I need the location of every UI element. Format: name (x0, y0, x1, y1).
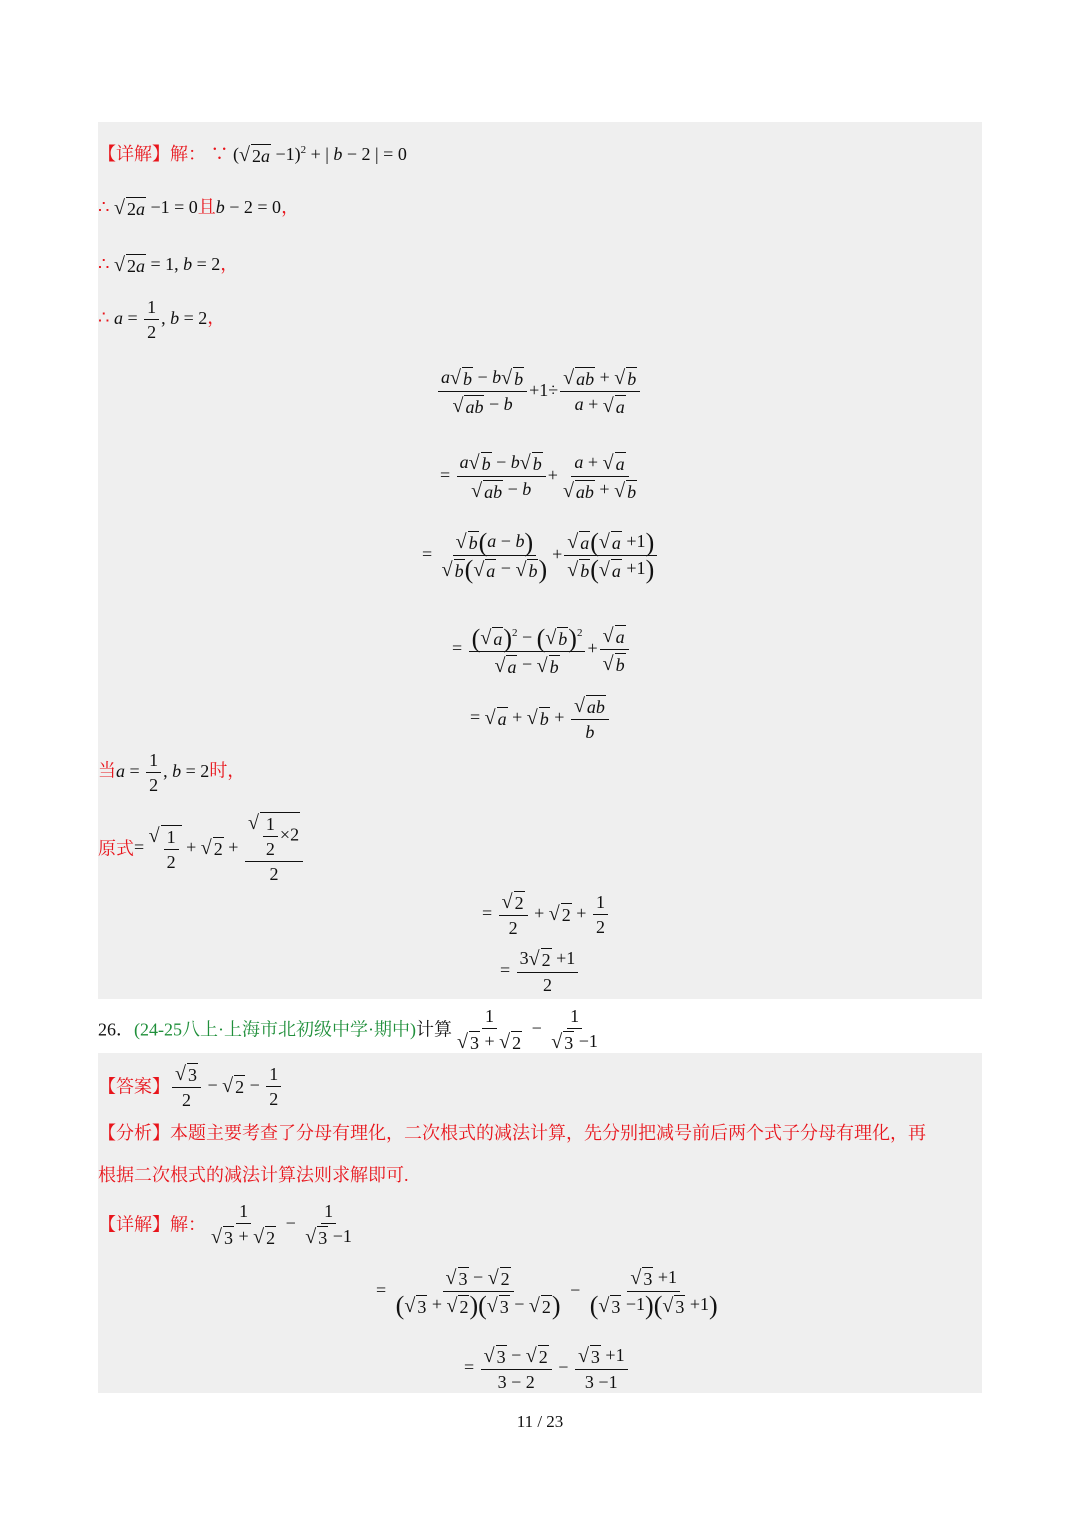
therefore-symbol: ∴ (98, 254, 110, 274)
answer-label: 【答案】 (98, 1076, 170, 1097)
detail-line-4: ∴ a = $\frac{1}{2}$ , b = 2， (98, 297, 226, 342)
therefore-symbol: ∴ (98, 197, 110, 217)
equation-step-2: √ 2a = 1, b = 2 (113, 254, 221, 277)
when-word: 当 (98, 760, 116, 781)
equation-step-3: a = $\frac{1}{2}$ , b = 2 (113, 297, 208, 342)
analysis-label: 【分析】 (98, 1123, 170, 1143)
detail2-line-1: 【详解】解： 1 √ 3 + √ 2 − 1 √ 3 −1 (98, 1201, 352, 1249)
result-line-1: = √ 2 2 + √ 2 + $\frac{1}{2}$ (482, 890, 610, 939)
detail-line-2: ∴ √ 2a −1 = 0且b − 2 = 0， (98, 197, 300, 220)
equation-step-1: √ 2a −1 = 0 (113, 197, 198, 220)
simplify-line-2: = a √ b − b √ b √ ab − b + a + √ a √ ab + √ b (440, 452, 637, 502)
problem-source: (24-25八上·上海市北初级中学·期中) (134, 1019, 416, 1040)
simplify-line-5: = √ a + √ b + √ ab b (470, 694, 611, 743)
analysis-text-2: 根据二次根式的减法计算法则求解即可. (98, 1165, 409, 1185)
problem-expression: 1 √ 3 + √ 2 − 1 √ 3 −1 (456, 1006, 598, 1054)
analysis-line-1 (98, 1121, 926, 1145)
detail2-label: 【详解】 (98, 1214, 170, 1235)
therefore-symbol: ∴ (98, 307, 110, 328)
detail2-line-3: = √ 3 − √ 2 3 − 2 − √ 3 +1 3 −1 (464, 1344, 630, 1393)
original-word: 原式 (98, 838, 134, 859)
answer-line (98, 1062, 283, 1111)
equation-given: ( √ 2a −1)$^2$ + | b − 2 | = 0 (233, 144, 407, 167)
analysis-line-2 (98, 1163, 409, 1187)
simplify-line-1: a √ b − b √ b √ ab − b +1÷ √ ab + √ b a + √ a (436, 366, 642, 418)
solve-word: 解： (170, 144, 206, 164)
simplify-line-3: = √ b (a − b) √ b ( √ a − √ b ) + √ a ( √ a +1) √ b ( √ a +1) (422, 530, 659, 582)
detail-line-1 (98, 138, 407, 167)
when-suffix: 时， (209, 760, 246, 781)
detail2-solve: 解： (170, 1214, 206, 1235)
and-word: 且 (197, 197, 216, 217)
detail-line-3: ∴ √ 2a = 1, b = 2， (98, 254, 239, 277)
simplify-line-4: = ( √ a )$^2$ − ( √ b )$^2$ √ a − √ b + √ a √ b (452, 622, 631, 678)
substitute-line: 当a = $\frac{1}{2}$ , b = 2时， (98, 750, 246, 795)
page-number: 11 / 23 (516, 1412, 564, 1431)
problem-verb: 计算 (415, 1019, 452, 1040)
result-line-2: = 3 √ 2 +1 2 (500, 947, 580, 996)
original-expression-line: 原式= √ $\frac{1}{2}$ + √ 2 + √ $\frac{1}{2}$ ×2 2 (98, 812, 305, 885)
answer-expression: √ 3 2 − √ 2 − $\frac{1}{2}$ (170, 1075, 283, 1095)
because-symbol: ∵ (210, 144, 229, 164)
analysis-text-1: 本题主要考查了分母有理化，二次根式的减法计算，先分别把减号前后两个式子分母有理化，再 (170, 1123, 926, 1143)
problem-number: 26． (98, 1019, 134, 1040)
detail-label: 【详解】 (98, 144, 170, 164)
detail2-line-2: = √ 3 − √ 2 ( √ 3 + √ 2 )( √ 3 − √ 2 ) − √ 3 +1 ( √ 3 −1)( √ 3 +1) (376, 1267, 718, 1321)
problem-26 (98, 1005, 603, 1054)
